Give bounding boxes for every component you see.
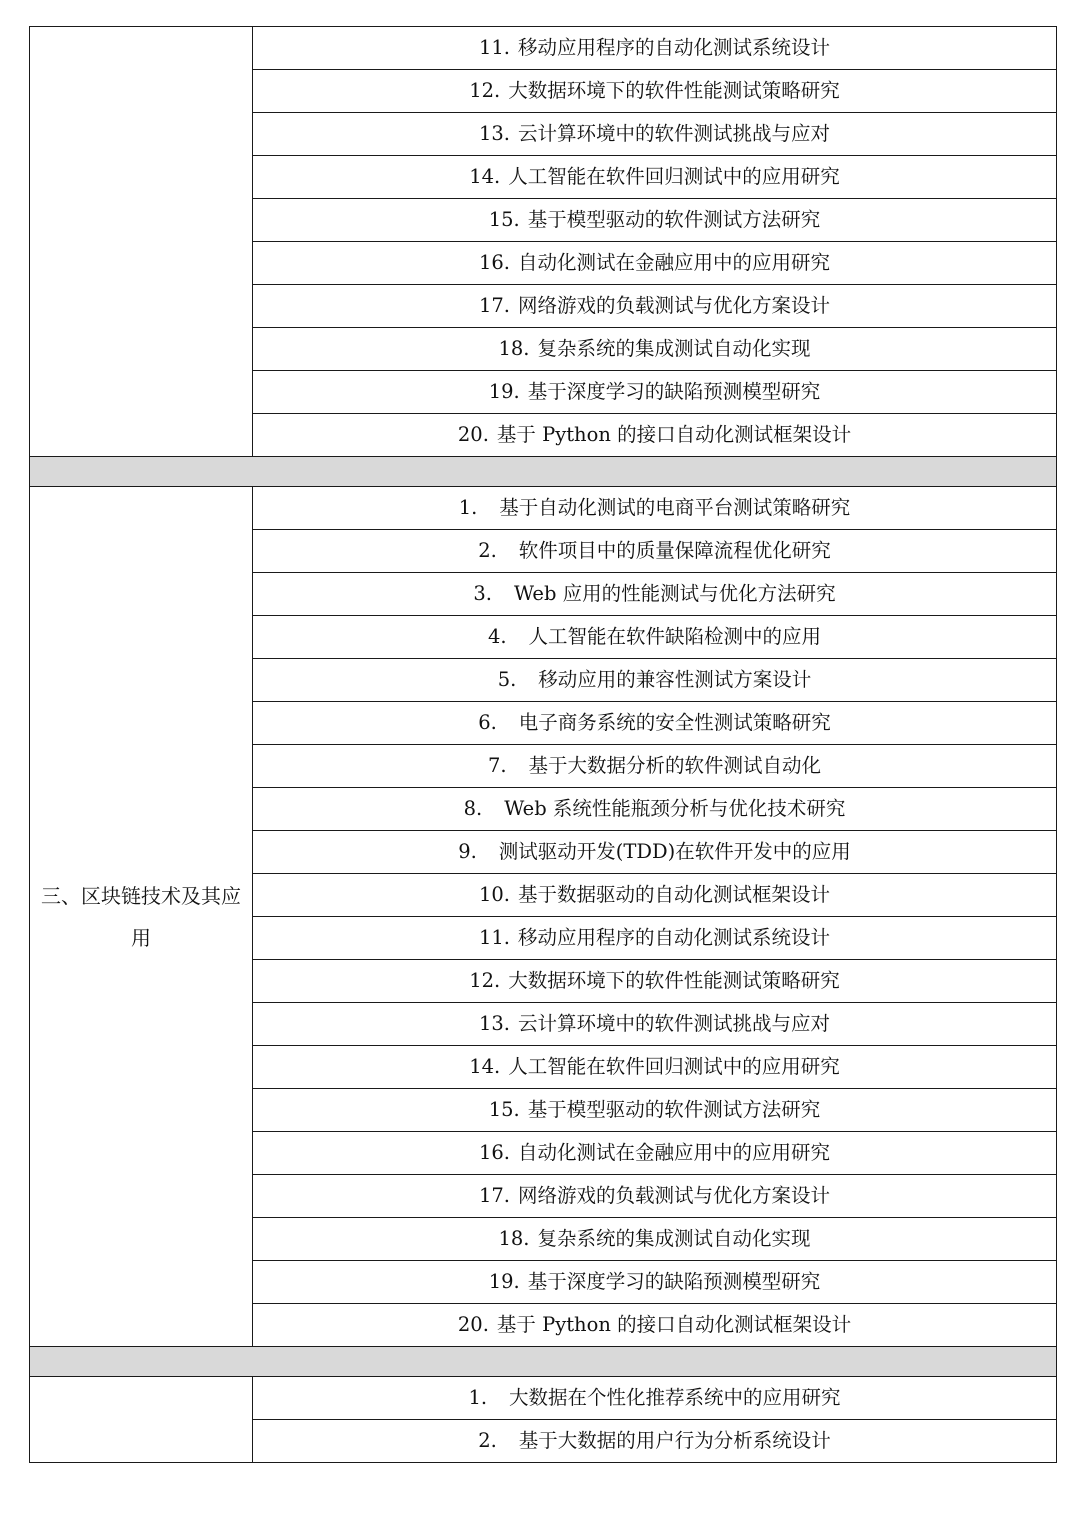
topic-title: 移动应用程序的自动化测试系统设计 [518,36,831,59]
topic-cell [253,530,1057,573]
section-separator [30,1347,1057,1377]
topic-number: 17. [478,294,510,317]
topic-cell [253,156,1057,199]
topic-cell [253,1261,1057,1304]
topic-title: 云计算环境中的软件测试挑战与应对 [518,1012,831,1035]
topic-cell [253,1046,1057,1089]
topic-title: 自动化测试在金融应用中的应用研究 [518,251,831,274]
topic-cell [253,414,1057,457]
topic-title: 大数据环境下的软件性能测试策略研究 [508,79,840,102]
topic-title: 电子商务系统的安全性测试策略研究 [518,711,831,734]
topic-cell [253,1377,1057,1420]
topic-title: 测试驱动开发(TDD)在软件开发中的应用 [498,840,851,863]
topic-title: 大数据在个性化推荐系统中的应用研究 [509,1386,841,1409]
topic-title: 软件项目中的质量保障流程优化研究 [518,539,831,562]
topic-cell [253,1089,1057,1132]
topic-number: 19. [488,380,520,403]
topic-cell [253,702,1057,745]
topic-title: Web 应用的性能测试与优化方法研究 [513,582,836,605]
topic-title: 基于模型驱动的软件测试方法研究 [527,1098,821,1121]
topic-cell [253,1218,1057,1261]
topic-title: 基于大数据分析的软件测试自动化 [528,754,822,777]
topic-cell [253,659,1057,702]
topic-number: 14. [469,165,501,188]
topic-cell [253,1003,1057,1046]
topic-cell [253,960,1057,1003]
topic-title: 复杂系统的集成测试自动化实现 [537,337,811,360]
topic-number: 3. [473,582,492,605]
topic-title: 基于大数据的用户行为分析系统设计 [518,1429,831,1452]
topic-cell [253,1420,1057,1463]
topic-cell [253,242,1057,285]
topic-number: 11. [478,926,510,949]
topic-cell [253,745,1057,788]
topic-title: 复杂系统的集成测试自动化实现 [537,1227,811,1250]
topic-title: 基于自动化测试的电商平台测试策略研究 [499,496,851,519]
topic-number: 17. [478,1184,510,1207]
topic-cell [253,1132,1057,1175]
topic-title: 人工智能在软件回归测试中的应用研究 [508,165,840,188]
topic-cell [253,874,1057,917]
topic-table-body [30,27,1057,1463]
topic-title: Web 系统性能瓶颈分析与优化技术研究 [504,797,846,820]
topic-title: 基于深度学习的缺陷预测模型研究 [527,1270,821,1293]
topic-title: 自动化测试在金融应用中的应用研究 [518,1141,831,1164]
separator-cell [30,457,1057,487]
topic-number: 18. [498,1227,530,1250]
topic-number: 1. [468,1386,488,1409]
table-row [30,1377,1057,1420]
topic-number: 4. [487,625,507,648]
topic-number: 2. [478,1429,497,1452]
topic-number: 2. [478,539,497,562]
topic-title: 基于 Python 的接口自动化测试框架设计 [496,1313,852,1336]
topic-title: 网络游戏的负载测试与优化方案设计 [518,294,831,317]
topic-cell [253,113,1057,156]
section-separator [30,457,1057,487]
topic-number: 15. [488,1098,520,1121]
topic-cell [253,371,1057,414]
topic-cell [253,1175,1057,1218]
topic-cell [253,788,1057,831]
topic-title: 大数据环境下的软件性能测试策略研究 [508,969,840,992]
topic-title: 云计算环境中的软件测试挑战与应对 [518,122,831,145]
topic-cell [253,487,1057,530]
topic-number: 12. [469,79,501,102]
category-cell [30,1377,253,1463]
topic-number: 5. [497,668,517,691]
topic-cell [253,831,1057,874]
topic-number: 9. [458,840,477,863]
topic-title: 基于 Python 的接口自动化测试框架设计 [496,423,852,446]
category-cell [30,27,253,457]
topic-title: 人工智能在软件缺陷检测中的应用 [528,625,822,648]
topic-number: 11. [478,36,510,59]
topic-number: 13. [478,1012,510,1035]
topic-cell [253,1304,1057,1347]
topic-cell [253,616,1057,659]
category-label: 三、区块链技术及其应用 [41,883,241,950]
topic-title: 移动应用的兼容性测试方案设计 [538,668,812,691]
topic-number: 15. [488,208,520,231]
topic-cell [253,199,1057,242]
topic-number: 6. [478,711,497,734]
topic-number: 16. [478,251,510,274]
topic-number: 20. [457,1313,489,1336]
topic-cell [253,917,1057,960]
topic-number: 19. [488,1270,520,1293]
topic-number: 10. [478,883,510,906]
topic-title: 基于数据驱动的自动化测试框架设计 [518,883,831,906]
topic-number: 8. [463,797,483,820]
topic-number: 14. [469,1055,501,1078]
topic-number: 7. [487,754,507,777]
topic-title: 网络游戏的负载测试与优化方案设计 [518,1184,831,1207]
topic-title: 基于模型驱动的软件测试方法研究 [527,208,821,231]
topic-number: 16. [478,1141,510,1164]
topic-title: 移动应用程序的自动化测试系统设计 [518,926,831,949]
topic-number: 20. [457,423,489,446]
topic-table [29,26,1057,1463]
topic-cell [253,27,1057,70]
topic-cell [253,70,1057,113]
topic-title: 人工智能在软件回归测试中的应用研究 [508,1055,840,1078]
topic-cell [253,573,1057,616]
category-cell [30,487,253,1347]
table-row [30,27,1057,70]
topic-title: 基于深度学习的缺陷预测模型研究 [527,380,821,403]
topic-number: 18. [498,337,530,360]
topic-cell [253,285,1057,328]
topic-number: 13. [478,122,510,145]
table-row [30,487,1057,530]
separator-cell [30,1347,1057,1377]
topic-number: 12. [469,969,501,992]
topic-number: 1. [458,496,478,519]
topic-cell [253,328,1057,371]
